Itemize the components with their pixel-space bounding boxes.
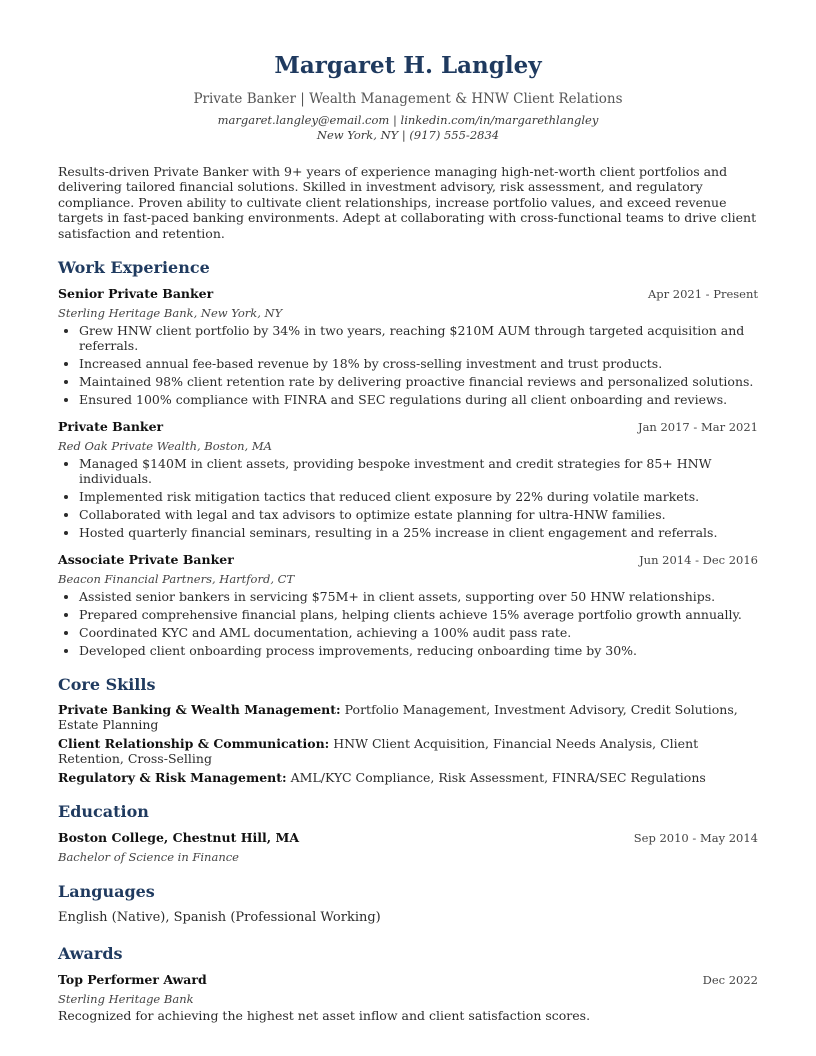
awards-section <box>58 943 758 1023</box>
work-experience-section <box>58 257 758 658</box>
job-bullet: • Maintained 98% client retention rate by delivering proactive financial reviews and personalized solutions. <box>79 374 758 389</box>
skill-values: HNW Client Acquisition, Financial Needs Analysis, Client Retention, Cross-Selling <box>58 735 699 767</box>
skill-line <box>58 702 758 733</box>
job-bullet: • Collaborated with legal and tax advisors to optimize estate planning for ultra-HNW families. <box>79 507 758 522</box>
section-heading-awards: Awards <box>58 944 123 964</box>
job-dates: Apr 2021 - Present <box>647 287 758 302</box>
skill-values: AML/KYC Compliance, Risk Assessment, FINRA/SEC Regulations <box>290 769 706 785</box>
resume-page <box>58 50 758 1024</box>
job-title: Private Banker <box>58 418 164 434</box>
job-title: Associate Private Banker <box>58 551 234 567</box>
candidate-name: Margaret H. Langley <box>274 52 542 79</box>
job-bullet: • Prepared comprehensive financial plans, helping clients achieve 15% average portfolio growth annually. <box>79 607 758 622</box>
job-company: Sterling Heritage Bank, New York, NY <box>58 306 283 321</box>
job-bullets <box>58 323 758 408</box>
section-heading-core-skills: Core Skills <box>58 675 156 695</box>
job-bullet: • Grew HNW client portfolio by 34% in two years, reaching $210M AUM through targeted acquisition and referrals. <box>79 323 758 354</box>
job-bullets <box>58 589 758 658</box>
skill-line <box>58 736 758 767</box>
job-bullet: • Managed $140M in client assets, providing bespoke investment and credit strategies for 85+ HNW individuals. <box>79 456 758 487</box>
job-entry <box>58 418 758 541</box>
job-dates: Jan 2017 - Mar 2021 <box>637 419 758 434</box>
professional-summary: Results-driven Private Banker with 9+ years of experience managing high-net-worth client portfolios and delivering tailored financial solutions. Skilled in investment advisory, risk assessment, and regulatory compliance. Proven ability to cultivate client relationships, increase portfolio values, and exceed revenue targets in fast-paced banking environments. Adept at collaborating with cross-functional teams to drive client satisfaction and retention. <box>58 164 757 241</box>
job-title: Senior Private Banker <box>58 286 214 302</box>
skill-values: Portfolio Management, Investment Advisory, Credit Solutions, Estate Planning <box>58 702 738 733</box>
job-bullet: • Implemented risk mitigation tactics that reduced client exposure by 22% during volatile markets. <box>79 489 758 504</box>
job-entry <box>58 285 758 408</box>
skill-line <box>58 770 758 785</box>
languages-section <box>58 881 758 927</box>
award-date: Dec 2022 <box>702 973 758 988</box>
skill-category: Private Banking & Wealth Management: <box>58 702 341 718</box>
job-bullet: • Hosted quarterly financial seminars, resulting in a 25% increase in client engagement and referrals. <box>79 525 758 540</box>
section-heading-education: Education <box>58 802 149 822</box>
job-company: Beacon Financial Partners, Hartford, CT <box>58 571 295 586</box>
job-bullets <box>58 456 758 541</box>
award-description: Recognized for achieving the highest net asset inflow and client satisfaction scores. <box>58 1008 591 1024</box>
education-section <box>58 801 758 865</box>
job-bullet: • Ensured 100% compliance with FINRA and SEC regulations during all client onboarding and reviews. <box>79 392 758 407</box>
contact-email-linkedin: margaret.langley@email.com | linkedin.com/in/margarethlangley <box>217 113 599 127</box>
job-bullet: • Developed client onboarding process improvements, reducing onboarding time by 30%. <box>79 643 758 658</box>
job-bullet: • Increased annual fee-based revenue by 18% by cross-selling investment and trust products. <box>79 356 758 371</box>
section-heading-languages: Languages <box>58 882 155 902</box>
core-skills-section <box>58 674 758 785</box>
award-issuer: Sterling Heritage Bank <box>58 992 194 1007</box>
job-entry <box>58 551 758 658</box>
job-bullet: • Coordinated KYC and AML documentation, achieving a 100% audit pass rate. <box>79 625 758 640</box>
contact-location-phone: New York, NY | (917) 555-2834 <box>316 128 500 142</box>
school-name: Boston College, Chestnut Hill, MA <box>58 830 300 846</box>
job-dates: Jun 2014 - Dec 2016 <box>639 552 758 567</box>
skill-category: Client Relationship & Communication: <box>58 735 330 751</box>
degree: Bachelor of Science in Finance <box>58 850 239 865</box>
skill-category: Regulatory & Risk Management: <box>58 769 287 785</box>
education-dates: Sep 2010 - May 2014 <box>633 831 758 846</box>
award-title: Top Performer Award <box>58 972 207 988</box>
resume-header <box>58 50 758 143</box>
job-bullet: • Assisted senior bankers in servicing $75M+ in client assets, supporting over 50 HNW relationships. <box>79 589 758 604</box>
languages-list: English (Native), Spanish (Professional Working) <box>58 910 381 926</box>
section-heading-work-experience: Work Experience <box>58 258 210 278</box>
candidate-headline: Private Banker | Wealth Management & HNW Client Relations <box>193 91 623 107</box>
contact-info <box>58 113 758 143</box>
job-company: Red Oak Private Wealth, Boston, MA <box>58 438 272 453</box>
